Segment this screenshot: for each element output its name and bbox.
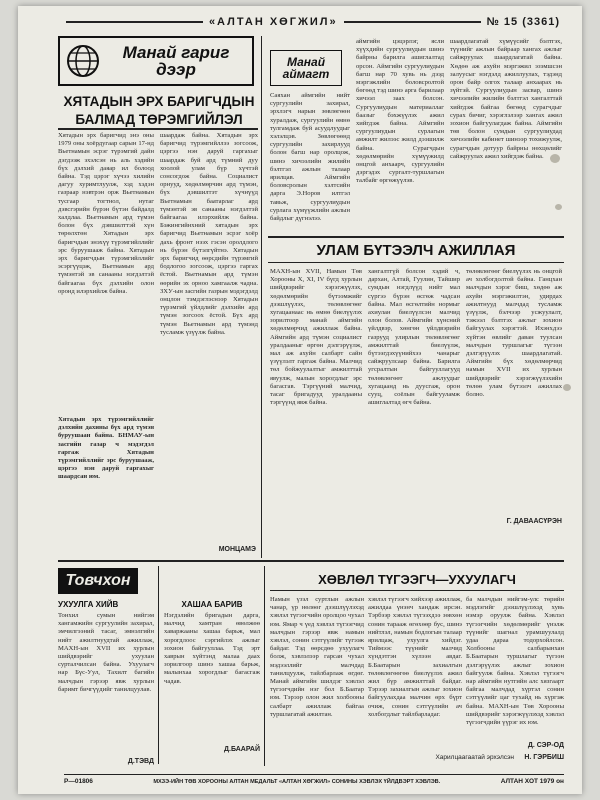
headline-line1: ХЯТАДЫН ЭРХ БАРИГЧДЫН xyxy=(63,94,255,109)
middle-col1: МАХН-ын XVII, Намын Төв Хорооны X, XI, IV бүгд хурлын шийдвэрийг хэрэгжүүлэх, хөдөлмөрийн бүтээмжийг дээшлүүлэх, төлөвлөгөөг хугацаанаас нь өмнө биелүүлэх зорилтоор манай аймгийн хөдөлмөрчид ажиллаж байна. Аймгийн ард түмэн социалист уралдааныг өргөн дэлгэрүүлж, мал аж ахуйн салбарт сайн үзүүлэлт гаргаж байна. Малчид төл бойжуулалтыг амжилттай явуулж, малын хорогдлыг эрс багасгав. Тэргүүний малчид, тасаг бригадууд уралдааны тэргүүнд явж байна. xyxy=(270,268,362,407)
footer-place-year: АЛТАН ХОТ 1979 он xyxy=(500,778,564,785)
globe-icon xyxy=(66,44,100,78)
brief-item2-signature: Д.БААРАЙ xyxy=(224,746,260,753)
middle-headline-rule xyxy=(268,262,564,263)
middle-signature: Г. ДАВААСҮРЭН xyxy=(506,518,562,525)
distributor-col2: хэвлэл түгээгч хийхээр ажиллаж, ажилдаа үнэнч хандаж ирсэн. Тэрбээр хэвлэл түгээхдээ зөвхөн сонин тарааж өгөхөөр бус, шинэ нийтлэл, намын бодлогын талаар ярилцаж, ухуулга хийдэг. Тиймээс түүнийг малчид хүндэтгэн хүлээн авдаг. Б.Баатарын захиалгын төлөвлөгөөгөө биелүүлэх ажил жил бүр амжилттай байдаг. Тэрээр захиалгын ажлыг зохион байгуулахдаа малчин өрх бүрт очиж, сонин сэтгүүлийн ач холбогдлыг тайлбарладаг. xyxy=(368,596,462,718)
distributor-headline: ХӨВЛӨЛ ТҮГЭЭГЧ—УХУУЛАГЧ xyxy=(318,572,516,587)
newspaper-page xyxy=(18,6,582,794)
brief-item1-title: УХУУЛГА ХИЙВ xyxy=(58,600,119,609)
world-news-col1-second: Хятадын эрх түрэмгийллийг дэлхийн дахины бүх ард түмэн буруушаан байна. БНМАУ-ын засгийн газар ч мэдэгдэл гаргаж Хятадын түрэмгийллийг эрс буруушааж, цэргээ нэн даруй гаргахыг шаардсан юм. xyxy=(58,416,154,481)
distributor-col3: ба малчдын нийгэм-улс төрийн мэдлэгийг дээшлүүлэхэд хувь нэмэр оруулж байна. Хэвлэл түгээгчийн хөдөлмөрийг үнэлж түүнийг шагнал урамшуулалд удаа дараа тодорхойлсон. Холбооны салбарынхан Б.Баатарын туршлагыг түгээн дэлгэрүүлэх ажлыг зохион байгуулж байна. Хэвлэл түгээгч нар аймгийн нутгийн алс хязгаарт байгаа малчдад хүртэл сонин сэтгүүлийг цаг тухайд нь хүргэж байна. МАХН-ын Төв Хорооны шийдвэрийг хэрэгжүүлэхэд хэвлэл түгээгчдийн үүрэг их юм. xyxy=(466,596,564,727)
horizontal-rule-middle xyxy=(58,560,564,562)
rubric-our-aimag-text: Манай аймагт xyxy=(282,55,330,81)
distributor-col1: Намын үзэл суртлын ажлын чанар, үр нөлөөг дээшлүүлэхэд хэвлэл түгээгчийн оролцоо чухал юм. Ямар ч үед хэвлэл түгээгчид малчдын гэрээр явж намын хэвлэл, сонин сэтгүүлийг түгээж байдаг. Тэд өөрсдөө ухуулагч болж, хэвлэлээр гарсан чухал мэдээллийг малчдад танилцуулж, тайлбарлаж өгдөг. Манай аймгийн шилдэг хэвлэл түгээгчдийн нэг бол Б.Баатар юм. Тэрээр олон жил холбооны салбарт ажиллаж байгаа туршлагатай ажилтан. xyxy=(270,596,364,718)
world-news-col2: шаардаж байна. Хятадын эрх баригчид түрэмгийллээ зогсоож, цэргээ нэн даруй гаргахыг шаардаж буй ард түмний дуу хоолой улам бүр хүчтэй сонсогдож байна. Социалист орнууд, хөдөлмөрчин ард түмэн, бүх дэвшилтэт хүчнүүд Вьетнамын баатарлаг ард түмэнтэй эв санааны нэгдэлтэй байгаагаа илэрхийлж байна. Бэжингийнхний хятадын эрх баригчид Вьетнамын эсрэг хоёр дахь фронт нээх гэсэн оролдлого нь бүрэн бүтэлгүйтнэ. Хятадын эрх баригчид өөрсдийн түрэмгий бодлогоо зогсоож, цэргээ гаргах ёстой. Вьетнамын ард түмэн өөрийн эх орноо хамгаалж чадна. ЗХУ-ын засгийн газрын мэдэгдэлд онцлон тэмдэглэснээр Хятадын түрэмгий үйлдлийг дэлхийн ард түмэн зогсоох ёстой. Бүх ард түмэн Вьетнамын ард түмэнд тусламж үзүүлж байна. xyxy=(160,132,258,336)
paper-stain xyxy=(555,204,562,210)
distributor-second-signature: Д. СЭР-ОД xyxy=(527,742,564,749)
middle-headline: УЛАМ БҮТЭЭЛЧ АЖИЛЛАЯ xyxy=(316,242,516,259)
brief-column-rule xyxy=(158,566,159,764)
rubric-our-planet xyxy=(58,36,254,86)
middle-col2: хангалтгүй болсон хэдий ч, дархан, Алтай, Гуулин, Тайшир сумдын нэгдлүүд нийт мал сүргээ бүрэн өсгөж чадсан байна. Мал өсгөлтийн нормыг ахиулан биелүүлсэн малчид олон болов. Аймгийн хүнсний үйлдвэр, хөнгөн үйлдвэрийн газрууд улирлын төлөвлөгөөг амжилттай биелүүлж, бүтээгдэхүүнийхээ чанарыг сайжруулсаар байна. Барилга угсралтын байгууллагууд төлөвлөгөөт ажлуудыг хугацаанд нь дуусгаж, орон сууц, соёлын байгууламж ашиглалтад өгч байна. xyxy=(368,268,460,407)
paper-title: «АЛТАН ХӨГЖИЛ» xyxy=(208,16,338,28)
distributor-headline-rule xyxy=(270,590,564,591)
issue-number: № 15 (3361) xyxy=(486,16,560,28)
aimag-news-col2: аймгийн цэцэрлэг, ясли хүүхдийн сургуулиудын шинэ байрны барилга ашиглалтад орсон. Аймгийн сургуулиудын багш нар 70 хувь нь дээд мэргэжлийн боловсролтой бөгөөд тэд шинэ арга барилаар хичээл заах болсон. Сургуулиудын материаллаг баазыг бэхжүүлэх ажил хийгдэж байна. Аймгийн сургуулиудын сурлагын амжилт жилээс жилд дээшилж байна. Сурагчдын хөдөлмөрийн хүмүүжилд онцгой анхаарч, сургуулийн дэргэдэх сургалт-туршлагын талбайг өргөжүүлэв. xyxy=(356,38,444,185)
running-header xyxy=(60,14,560,30)
header-rule-left xyxy=(66,21,203,23)
headline-rule xyxy=(58,128,258,130)
middle-col3: төлөвлөгөөг биелүүлэх нь онцгой ач холбогдолтой байна. Ганцхан малчдын хэрэг биш, хөдөө аж ахуйн мэргэжилтэн, удирдах ажилтнууд малчдад тусламж үзүүлж, бэлчээр усжуулалт, тэжээл бэлтгэх ажлыг зохион байгуулах хэрэгтэй. Ихэнхдээ хүйтэн өвлийг даван туулсан малчдын туршлагыг түгээн дэлгэрүүлэх шаардлагатай. Аймгийн бүх хөдөлмөрчид намын XVII их хурлын шийдвэрийг хэрэгжүүлэхийн төлөө улам бүтээлч ажиллах болно. xyxy=(466,268,562,399)
footer-imprint: МХЗЭ-ИЙН ТӨВ ХОРООНЫ АЛТАН МЕДАЛЬТ «АЛТАН ХӨГЖИЛ» СОНИНЫ ХЭВЛЭХ ҮЙЛДВЭРТ ХЭВЛЭВ. xyxy=(153,778,441,785)
brief-item2-text: Нэгдэлийн бригадын дарга, малчид хамтран өвөлжөө хаваржааны хашаа барьж, мал хорогдлоос сэргийлэх ажлыг зохион байгууллаа. Тэд эрт хаврын хүйтэнд малаа даах зорилгоор шинэ хашаа барьж, малынхаа хорогдлыг багасгаж чадав. xyxy=(164,612,260,685)
bottom-column-rule xyxy=(264,566,265,766)
header-rule-right xyxy=(344,21,481,23)
distributor-signature: Н. ГЭРБИШ xyxy=(524,754,564,761)
paper-stain xyxy=(550,154,560,163)
world-news-signature: МОНЦАМЭ xyxy=(218,546,256,553)
world-news-col1: Хятадын эрх баригчид энэ оны 1979 оны хоёрдугаар сарын 17-нд Вьетнамын эсрэг түрэмгий дайн дэгдээж эхэлсэн нь аль хэдийн бүх дэлхий даяар ил болоод байна. Тэд цэрэг хүчээ хилийн дагуу хуримтлуулж, хэд хэдэн газраар нэвтрэн орж Вьетнамын тусгаар тогтнол, нутаг дэвсгэрийн бүрэн бүтэн байдалд халдлаа. Вьетнамын ард түмэн болон бүх дэвшилттэй хүн төрөлхтөн Хятадын эрх баригчдын энэхүү түрэмгийллийг эрс буруушааж байна. Хятадын эрх баригчдын түрэмгийллийг эсэргүүцэж, Вьетнамын ард түмэнтэй эв санааны нэгдэлтэй байгаагаа бүх дэлхийн олон оронд илэрхийлж байна. xyxy=(58,132,154,295)
page-footer xyxy=(64,774,564,786)
aimag-news-col1: Саяхан аймгийн нийт сургуулийн захирал, эрхлэгч нарын зөвлөгөөн хуралдаж, сургуулийн өмнө тулгамдаж буй асуудлуудыг хэлэлцэв. Зөвлөгөөнд сургуулийн захирлууд болон багш нар оролцож, шинэ хичээлийн жилийн бэлтгэл ажлын талаар ярилцав. Аймгийн боловсролын хэлтсийн дарга Э.Норов илтгэл тавьж, сургуулиудын сурлага хүмүүжлийн ажлын байдлыг дүгнэлээ. xyxy=(270,92,350,223)
rubric-our-aimag xyxy=(270,50,342,86)
middle-top-rule xyxy=(268,236,564,238)
rubric-brief: Товчхон xyxy=(58,568,138,594)
brief-item1-signature: Д.ТЭВД xyxy=(127,758,154,765)
aimag-news-col3: шаардлагатай хүмүүсийг бэлтгэх, түүнийг ажлын байраар хангах ажлыг сайжруулах шаардлагатай байна. Хөдөө аж ахуйн мэргэжил эзэмшсэн залуусыг нэгдэлд ажиллуулах, тэдэнд орон байр олгох талаар анхаарах нь зүйтэй. Сургуулиудын засвар, шинэ хичээлийн жилийн бэлтгэл хангалттай хийгдэж байгаа бөгөөд сурагчдыг сурах бичиг, хэрэглэлээр хангах ажил зохион байгуулагдаж байна. Аймгийн төв болон сумдын сургуулиудад хичээлийн кабинет шинээр тохижуулж, сурагчдын дотуур байрны нөхцөлийг сайжруулах ажил хийгдэж байна. xyxy=(450,38,562,160)
brief-item2-title: ХАШАА БАРИВ xyxy=(181,600,243,609)
paper-stain xyxy=(563,384,571,391)
headline-line2: БАЛМАД ТӨРЭМГИЙЛЭЛ xyxy=(75,112,243,127)
distributor-signature-title: Харилцаагаатай эрхэлсэн xyxy=(435,754,514,761)
footer-code: Р—01806 xyxy=(64,778,93,785)
column-rule-vertical xyxy=(261,36,262,558)
brief-item1-text: Тонхил сумын нийгэм хангамжийн сургуулийн захирал, эмчилгээний тасаг, эмнэлгийн нийт ажилтнуудтай ажиллаж, МАХН-ын XVII их хурлын шийдвэрийг ухуулан сурталчилсан байна. Ухуулагч нар Бүс-Уул, Тахилт багийн малчдын гэрээр явж хурлын баримт бичгүүдийг танилцуулав. xyxy=(58,612,154,693)
rubric-our-planet-text: Манай гариг дээр xyxy=(122,43,230,79)
